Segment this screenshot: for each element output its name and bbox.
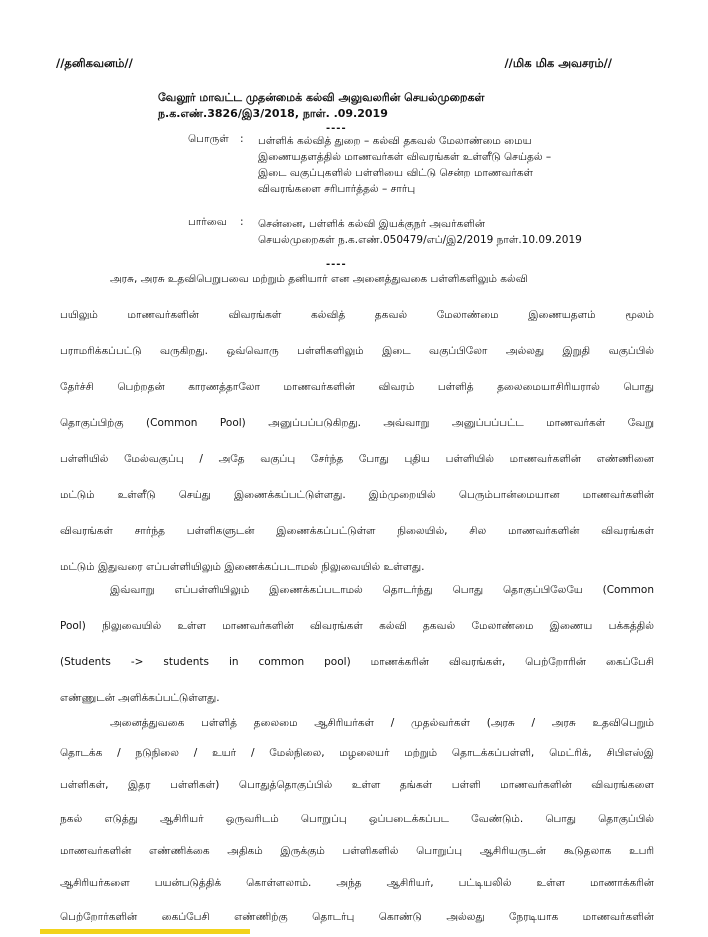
paragraph-line: ஆசிரியர்களை பயன்படுத்திக் கொள்ளலாம். அந்த ஆசிரியர், பட்டியலில் உள்ள மாணாக்கரின்: [60, 877, 654, 889]
paragraph-line: எண்ணுடன் அளிக்கப்பட்டுள்ளது.: [60, 692, 220, 704]
reference-line: செயல்முறைகள் ந.க.எண்.050479/எப்/இ2/2019 நாள்.10.09.2019: [258, 234, 582, 246]
paragraph-line: பெற்றோர்களின் கைப்பேசி எண்ணிற்கு தொடர்பு கொண்டு அல்லது நேரடியாக மாணவர்களின்: [60, 911, 654, 923]
reference-separator: ----: [326, 259, 347, 270]
reference-colon: :: [240, 216, 244, 228]
document-title: வேலூர் மாவட்ட முதன்மைக் கல்வி அலுவலரின் செயல்முறைகள்: [158, 91, 485, 104]
paragraph-line: தொடக்க / நடுநிலை / உயர் / மேல்நிலை, மழலையர் மற்றும் தொடக்கப்பள்ளி, மெட்ரிக், சிபிஎஸ்இ: [60, 747, 654, 759]
title-separator: ----: [326, 123, 347, 134]
paragraph-line: பயிலும் மாணவர்களின் விவரங்கள் கல்வித் தகவல் மேலாண்மை இணையதளம் மூலம்: [60, 309, 654, 321]
subject-line: பள்ளிக் கல்வித் துறை – கல்வி தகவல் மேலாண்மை மைய: [258, 135, 532, 147]
reference-number: ந.க.எண்.3826/இ3/2018, நாள். .09.2019: [158, 107, 388, 120]
subject-colon: :: [240, 133, 244, 145]
subject-label: பொருள்: [188, 133, 229, 145]
reference-label: பார்வை: [188, 216, 227, 228]
paragraph-line: Pool) நிலுவையில் உள்ள மாணவர்களின் விவரங்கள் கல்வி தகவல் மேலாண்மை இணைய பக்கத்தில்: [60, 620, 654, 632]
paragraph-line: மட்டும் உள்ளீடு செய்து இணைக்கப்பட்டுள்ளது. இம்முறையில் பெரும்பான்மையான மாணவர்களின்: [60, 489, 654, 501]
paragraph-line: பராமரிக்கப்பட்டு வருகிறது. ஒவ்வொரு பள்ளிகளிலும் இடை வகுப்பிலோ அல்லது இறுதி வகுப்பில்: [60, 345, 654, 357]
paragraph-line: தேர்ச்சி பெற்றதன் காரணத்தாலோ மாணவர்களின் விவரம் பள்ளித் தலைமையாசிரியரால் பொது: [60, 381, 654, 393]
subject-line: இடை வகுப்புகளில் பள்ளியை விட்டு சென்ற மாணவர்கள்: [258, 167, 534, 179]
paragraph-line: தொகுப்பிற்கு (Common Pool) அனுப்பப்படுகிறது. அவ்வாறு அனுப்பப்பட்ட மாணவர்கள் வேறு: [60, 417, 654, 429]
paragraph-line: இவ்வாறு எப்பள்ளியிலும் இணைக்கப்படாமல் தொடர்ந்து பொது தொகுப்பிலேயே (Common: [110, 584, 654, 596]
paragraph-line: அனைத்துவகை பள்ளித் தலைமை ஆசிரியர்கள் / முதல்வர்கள் (அரசு / அரசு உதவிபெறும்: [110, 717, 654, 729]
paragraph-line: (Students -> students in common pool) மாணக்கரின் விவரங்கள், பெற்றோரின் கைப்பேசி: [60, 656, 654, 668]
paragraph-line: பள்ளிகள், இதர பள்ளிகள்) பொதுத்தொகுப்பில் உள்ள தங்கள் பள்ளி மாணவர்களின் விவரங்களை: [60, 779, 654, 791]
subject-text: [258, 133, 584, 197]
paragraph-line: பள்ளியில் மேல்வகுப்பு / அதே வகுப்பு சேர்ந்த போது புதிய பள்ளியில் மாணவர்களின் எண்ணினை: [60, 453, 654, 465]
header-left-tag: //தனிகவனம்//: [56, 56, 133, 70]
paragraph-line: மாணவர்களின் எண்ணிக்கை அதிகம் இருக்கும் பள்ளிகளில் பொறுப்பு ஆசிரியருடன் கூடுதலாக உபரி: [60, 845, 654, 857]
paragraph-line: நகல் எடுத்து ஆசிரியர் ஒருவரிடம் பொறுப்பு ஒப்படைக்கப்பட வேண்டும். பொது தொகுப்பில்: [60, 813, 654, 825]
header-right-tag: //மிக மிக அவசரம்//: [504, 56, 612, 70]
reference-text: [258, 216, 584, 248]
paragraph-line: விவரங்கள் சார்ந்த பள்ளிகளுடன் இணைக்கப்பட்டுள்ள நிலையில், சில மாணவர்களின் விவரங்கள்: [60, 525, 654, 537]
paragraph-line: மட்டும் இதுவரை எப்பள்ளியிலும் இணைக்கப்படாமல் நிலுவையில் உள்ளது.: [60, 561, 425, 573]
subject-line: இணையதளத்தில் மாணவர்கள் விவரங்கள் உள்ளீடு செய்தல் –: [258, 151, 552, 163]
highlight-mark: [40, 929, 250, 934]
reference-line: சென்னை, பள்ளிக் கல்வி இயக்குநர் அவர்களின்: [258, 218, 486, 230]
subject-line: விவரங்களை சரிபார்த்தல் – சார்பு: [258, 183, 416, 195]
paragraph-line: அரசு, அரசு உதவிபெறுபவை மற்றும் தனியார் என அனைத்துவகை பள்ளிகளிலும் கல்வி: [110, 273, 528, 285]
